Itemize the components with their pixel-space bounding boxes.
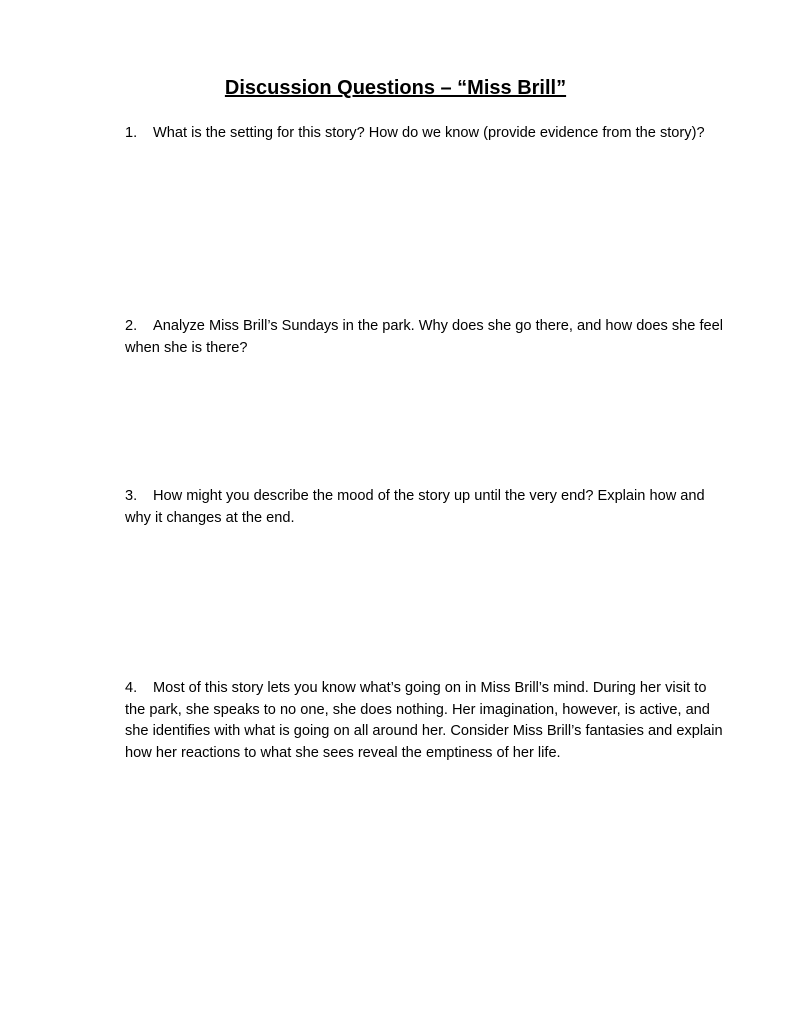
question-4 xyxy=(125,678,725,764)
question-number: 1. xyxy=(125,125,138,141)
question-text: Most of this story lets you know what’s going on in Miss Brill’s mind. During her visit to the park, she speaks to no one, she does nothing. Her imagination, however, is active, and she identifies with what is going on all around her. Consider Miss Brill’s fantasies and explain how her reactions to what she sees reveal the emptiness of her life. xyxy=(125,680,723,761)
question-text: What is the setting for this story? How do we know (provide evidence from the story)? xyxy=(153,125,705,141)
page-title: Discussion Questions – “Miss Brill” xyxy=(224,77,567,99)
question-number: 3. xyxy=(125,488,138,504)
question-number: 2. xyxy=(125,318,138,334)
question-number: 4. xyxy=(125,680,138,696)
question-3 xyxy=(125,486,725,529)
question-text: How might you describe the mood of the story up until the very end? Explain how and why it changes at the end. xyxy=(125,488,705,526)
question-1 xyxy=(125,123,725,145)
question-2 xyxy=(125,316,725,359)
question-text: Analyze Miss Brill’s Sundays in the park. Why does she go there, and how does she feel when she is there? xyxy=(125,318,724,356)
